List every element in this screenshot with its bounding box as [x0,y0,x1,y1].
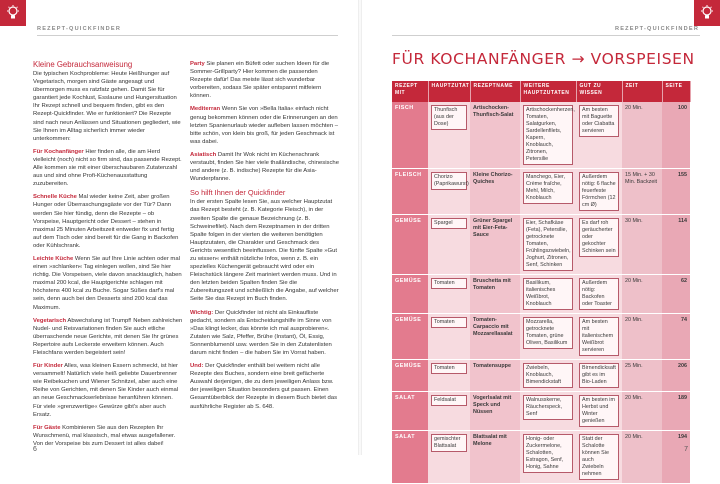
cell-recipe-name: Kleine Chorizo-Quiches [470,169,520,215]
cell-good-to-know: Birnendicksaft gibt es im Bio-Laden [576,360,622,392]
paragraph-leichte-kueche: Leichte Küche Wenn Sie auf Ihre Linie achten oder mal einen »schlanken« Tag einlegen wollen, sind Sie hier richtig. Die Vorspeisen, viele davon snacktauglich, haben maximal 200 kcal, die Hauptgerichte schlagen mit höchstens 400 kcal zu Buche. Sogar Süßes darf's mal sein, denn auch bei den Desserts sind 200 kcal das Maximum. [33,255,182,311]
cell-recipe-name: Tomaten-Carpaccio mit Mozzarellasalat [470,314,520,360]
left-page [0,0,358,455]
text-column-1 [33,60,183,453]
cell-category: GEMÜSE [392,215,428,275]
keyword-mediterran: Mediterran [190,106,221,113]
table-row [392,215,690,275]
running-header-right: REZEPT-QUICKFINDER [615,26,700,32]
paragraph-kochanfaenger: Für Kochanfänger Hier finden alle, die am Herd vielleicht (noch) nicht so firm sind, das passende Rezept. Alle kommen sie mit einer überschaubaren Zutatenzahl aus und sind ohne Profi-Küchenausstattung zuzubereiten. [33,148,182,188]
cell-category: SALAT [392,431,428,484]
paragraph-mediterran: Mediterran Wenn Sie von »Bella Italia« einfach nicht genug bekommen können oder die Erinnerungen an den letzten Spanienurlaub wieder aufleben lassen möchten – bitte schön, von klein bis groß, für jeden Geschmack ist was dabei. [190,106,339,145]
column-header: WEITERE HAUPTZUTATEN [520,81,576,102]
cell-category: FISCH [392,102,428,169]
cell-good-to-know: Am besten mit Baguette oder Ciabatta servieren [576,102,622,169]
cell-good-to-know: Es darf roh geräucherter oder gekochter Schinken sein [576,215,622,275]
cell-more-ingredients: Walnusskerne, Räucherspeck, Senf [520,392,576,431]
cell-main-ingredient: Thunfisch (aus der Dose) [428,102,470,169]
cell-more-ingredients: Zwiebeln, Knoblauch, Bimendickstaft [520,360,576,392]
cell-category: FLEISCH [392,169,428,215]
column-header: REZEPTNAME [470,81,520,102]
cell-time: 20 Min. [622,431,662,484]
cell-main-ingredient: Chorizo (Paprikawurst) [428,169,470,215]
cell-more-ingredients: Basilikum, italienisches Weißbrot, Knoblauch [520,275,576,314]
header-rule-left [37,35,338,36]
cell-main-ingredient: Spargel [428,215,470,275]
table-header-row [392,81,690,102]
paragraph-asiatisch: Asiatisch Damit Ihr Wok nicht im Küchenschrank verstaubt, finden Sie hier viele thailändische, chinesische und andere (z. B. indische) Rezepte für die Asia-Wunderpfanne. [190,151,339,183]
cell-category: GEMÜSE [392,360,428,392]
cell-good-to-know: Außerdem nötig: Backofen oder Toaster [576,275,622,314]
page-number-right: 7 [684,446,688,453]
table-row [392,102,690,169]
cell-category: GEMÜSE [392,314,428,360]
cell-category: GEMÜSE [392,275,428,314]
keyword-wichtig: Wichtig: [190,309,214,316]
cell-time: 20 Min. [622,102,662,169]
keyword-kochanfaenger: Für Kochanfänger [33,148,84,155]
keyword-asiatisch: Asiatisch [190,151,217,158]
paragraph-intro: Die typischen Kochprobleme: Heute Heißhunger auf Vegetarisch, morgen sind Gäste angesagt und übermorgen muss es ratzfatz gehen. Damit Sie für garantiert jede Kochlust, Esslaune und Hungersituation Ihr Rezept schnell und bequem finden, gibt es den Rezept-Quickfinder. Wie er funktioniert? Die Rezepte sind nach neun Anlässen und Situationen gegliedert, wie Sie Ihnen im Alltag sicherlich immer wieder unterkommen: [33,71,181,142]
cell-main-ingredient: Tomaten [428,275,470,314]
section-heading-so-hilft: So hilft Ihnen der Quickfinder [190,188,286,198]
table-row [392,275,690,314]
right-page [362,0,720,477]
cell-time: 20 Min. [622,314,662,360]
section-heading-gebrauchsanweisung: Kleine Gebrauchsanweisung [33,60,133,69]
header-rule-right [392,35,700,36]
recipe-table [392,81,691,484]
paragraph-und: Und: Der Quickfinder enthält bei weitem nicht alle Rezepte des Buches, sondern eine breit gefächerte Auswahl derjenigen, die zu dem jeweiligen Anlass bzw. der jeweiligen Situation besonders gut passen. Einen Gesamtüberblick der Rezepte in diesem Buch bietet das ausführliche Register ab S. 648. [190,363,338,410]
keyword-leichte-kueche: Leichte Küche [33,255,74,262]
cell-page: 74 [662,314,690,360]
column-header: SEITE [662,81,690,102]
paragraph-so-hilft: In der ersten Spalte lesen Sie, aus welcher Hauptzutat das Rezept besteht (z. B. Kategorie Fleisch), in der zweiten Spalte die genaue Bezeichnung (z. B. Schweinefilet). Nach dem Rezeptnamen in der dritten Spalte folgen in der vierten die weiteren benötigten Hauptzutaten, die Charakter und Geschmack des Gerichts wesentlich beeinflussen. Die fünfte Spalte »Gut zu wissen« enthält nützliche Infos, wenn z. B. ein spezielles Küchengerät gebraucht wird oder ein Fleischstück längere Zeit mariniert werden muss. Und in den letzten beiden Spalten finden Sie die Zubereitungszeit und schließlich die Angabe, auf welcher Seite Sie das Rezept im Buch finden. [190,199,339,303]
lightbulb-icon [700,5,714,21]
table-row [392,314,690,360]
table-row [392,431,690,484]
cell-page: 62 [662,275,690,314]
cell-good-to-know: Am besten im Herbst und Winter genießen [576,392,622,431]
keyword-gaeste: Für Gäste [33,424,61,431]
cell-page: 100 [662,102,690,169]
paragraph-gaeste: Für Gäste Kombinieren Sie aus den Rezepten Ihr Wunschmenü, mal klassisch, mal etwas ausgefallener. Von der Vorspeise bis zum Dessert ist alles dabei! [33,424,176,447]
page-title: FÜR KOCHANFÄNGER → VORSPEISEN [392,50,695,68]
cell-page: 206 [662,360,690,392]
column-header: HAUPTZUTAT [428,81,470,102]
cell-category: SALAT [392,392,428,431]
cell-main-ingredient: Tomaten [428,360,470,392]
cell-recipe-name: Blattsalat mit Melone [470,431,520,484]
cell-recipe-name: Tomatensuppe [470,360,520,392]
column-header: REZEPT MIT [392,81,428,102]
cell-more-ingredients: Manchego, Eier, Crème fraîche, Mehl, Milch, Knoblauch [520,169,576,215]
cell-time: 25 Min. [622,360,662,392]
cell-recipe-name: Grüner Spargel mit Eier-Feta-Sauce [470,215,520,275]
keyword-kinder: Für Kinder [33,363,63,370]
cell-page: 155 [662,169,690,215]
corner-tab-right [694,0,720,26]
cell-good-to-know: Statt der Schalotte können Sie auch Zwiebeln nehmen [576,431,622,484]
text-column-2 [190,60,340,416]
corner-tab-left [0,0,26,26]
cell-recipe-name: Bruschetta mit Tomaten [470,275,520,314]
cell-main-ingredient: Tomaten [428,314,470,360]
cell-good-to-know: Außerdem nötig: 6 flache feuerfeste Förmchen (12 cm Ø) [576,169,622,215]
cell-recipe-name: Artischocken-Thunfisch-Salat [470,102,520,169]
page-number-left: 6 [33,446,37,453]
table-row [392,360,690,392]
paragraph-kinder: Für Kinder Alles, was kleinen Essern schmeckt, ist hier versammelt! Natürlich viele heiß geliebte Dauerbrenner wie Reibekuchen und Wiener Schnitzel, aber auch eine Reihe von Gerichten, mit denen Sie Kinder auch einmal an neue Geschmackserlebnisse heranführen können. Für viele »grenzwertige« Gewürze gibt's aber auch Ersatz. [33,363,179,418]
cell-more-ingredients: Artischockenherzen, Tomaten, Salatgurken, Sardellenfilets, Kapern, Knoblauch, Zitronen, Petersilie [520,102,576,169]
cell-page: 194 [662,431,690,484]
cell-time: 15 Min. + 30 Min. Backzeit [622,169,662,215]
keyword-schnelle-kueche: Schnelle Küche [33,194,77,201]
paragraph-schnelle-kueche: Schnelle Küche Mal wieder keine Zeit, aber großen Hunger oder Überraschungsgäste vor der Tür? Dann werden Sie hier fündig, denn die Rezepte – ob Vorspeise, Hauptgericht oder Dessert – stehen in maximal 25 Minuten Arbeitszeit entweder fix und fertig auf dem Tisch oder sind bereit für die Gang in Backofen oder Kühlschrank. [33,194,179,249]
cell-recipe-name: Vogerlsalat mit Speck und Nüssen [470,392,520,431]
cell-time: 20 Min. [622,275,662,314]
paragraph-party: Party Sie planen ein Büfett oder suchen Ideen für die Sommer-Grillparty? Hier kommen die passenden Rezepte dafür! Das meiste lässt sich wunderbar vorbereiten, sodass Sie später entspannt mitfeiern können. [190,61,330,100]
lightbulb-icon [6,5,20,21]
table-row [392,169,690,215]
cell-more-ingredients: Honig- oder Zuckermelone, Schalotten, Estragon, Senf, Honig, Sahne [520,431,576,484]
paragraph-wichtig: Wichtig: Der Quickfinder ist nicht als Einkaufliste gedacht, sondern als Entscheidungshilfe im Sinne von »Das klingt lecker, das könnte ich mal ausprobieren«. Zutaten wie Salz, Pfeffer, Brühe (Instant), Öl, Essig, Sonnenblumenöl usw. werden Sie in den Zutatenlisten darum nicht finden – die haben Sie im Vorrat haben. [190,309,332,356]
keyword-party: Party [190,61,205,67]
cell-good-to-know: Am besten mit italienischem Weißbrot servieren [576,314,622,360]
keyword-vegetarisch: Vegetarisch [33,317,67,324]
cell-main-ingredient: Feldsalat [428,392,470,431]
cell-main-ingredient: gemischter Blattsalat [428,431,470,484]
cell-page: 114 [662,215,690,275]
column-header: GUT ZU WISSEN [576,81,622,102]
cell-more-ingredients: Eier, Schafkäse (Feta), Petersilie, getrocknete Tomaten, Frühlingszwiebeln, Joghurt, Zitronen, Senf, Schinken [520,215,576,275]
running-header-left: REZEPT-QUICKFINDER [37,26,122,32]
cell-page: 189 [662,392,690,431]
keyword-und: Und: [190,363,204,370]
cell-time: 20 Min. [622,392,662,431]
cell-more-ingredients: Mozzarella, getrocknete Tomaten, grüne Oliven, Basilikum [520,314,576,360]
column-header: ZEIT [622,81,662,102]
paragraph-vegetarisch: Vegetarisch Abwechslung ist Trumpf! Neben zahlreichen Nudel- und Reisvariationen finden Sie auch etliche überraschende neue Gerichte, mit denen Sie Ihr grünes Repertoire aufs Leckerste erweitern können. Auch Fleischfans werden begeistert sein! [33,317,183,356]
table-row [392,392,690,431]
cell-time: 30 Min. [622,215,662,275]
